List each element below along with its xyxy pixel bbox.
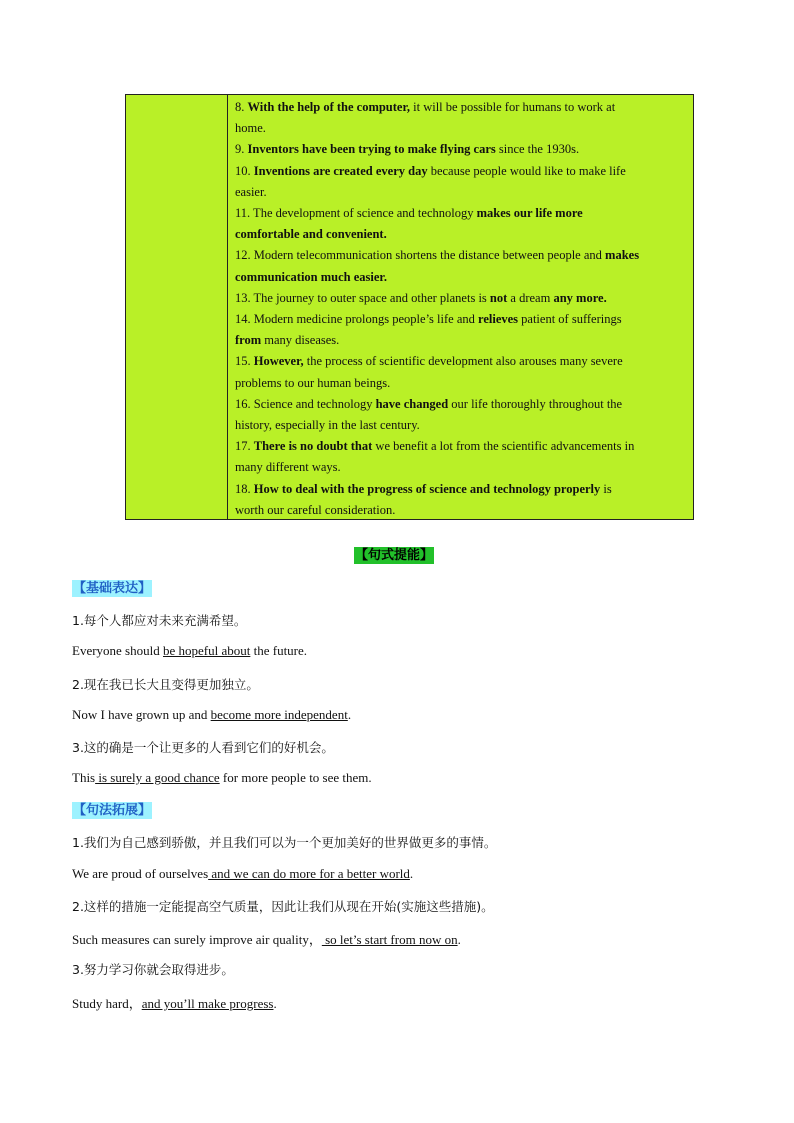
key-phrase: any more. [553,290,607,305]
key-phrase: How to deal with the progress of science and technology properly [253,481,601,496]
sentence-item-11 [235,203,687,245]
sentence-item-14 [235,309,687,351]
sentence-text: it will be possible for humans to work at [410,100,616,114]
sentence-text: 14. Modern medicine prolongs people’s life and [235,312,478,327]
sentence-text: 13. The journey to outer space and other planets is [235,290,490,305]
key-phrase: have changed [375,396,449,411]
sentence-text: patient of sufferings [518,312,622,327]
sentence-line [235,394,687,415]
sentence-line [235,203,687,224]
expand-item-2-en [72,929,461,948]
sentence-text: many diseases. [261,333,340,348]
expand-item-1-answer: and we can do more for a better world [208,866,410,881]
basic-item-1-zh: 1.每个人都应对未来充满希望。 [72,613,247,628]
key-phrase: relieves [478,312,519,327]
basic-item-3-zh: 3.这的确是一个让更多的人看到它们的好机会。 [72,740,334,755]
expand-item-1-en-before: We are proud of ourselves [72,866,209,881]
sentence-text: the process of scientific development also arouses many severe [303,354,623,369]
sentence-text: our life thoroughly throughout the [448,396,623,411]
sentence-item-13 [235,288,687,309]
sentence-text: 18. [235,481,254,496]
expand-item-2-en-after: . [457,932,461,947]
expand-item-2-zh: 2.这样的措施一定能提高空气质量，因此让我们从现在开始(实施这些措施)。 [72,899,494,914]
basic-item-1-en-after: the future. [250,643,308,658]
basic-item-2-en-before: Now I have grown up and [72,707,211,722]
sentence-item-9 [235,139,687,160]
sentence-text: home. [235,121,266,136]
sentence-line [235,267,687,288]
sentence-item-10 [235,161,687,203]
sentence-text: 16. Science and technology [235,396,376,411]
sentence-text: 15. [235,354,254,369]
key-phrase: communication much easier. [235,269,387,284]
basic-item-3-answer: is surely a good chance [95,770,220,785]
expand-item-1-en [72,866,413,882]
sentence-text: we benefit a lot from the scientific advancements in [372,439,635,454]
key-phrase: With the help of the computer, [247,100,410,114]
basic-item-1-en [72,643,307,659]
sentence-text: history, especially in the last century. [235,418,420,433]
key-phrase: not [489,290,508,305]
sentence-line [235,479,687,500]
sentence-text: 9. [235,142,248,157]
sentence-line [235,288,687,309]
key-phrase: Inventions are created every day [253,163,428,178]
basic-item-3-en-after: for more people to see them. [219,770,372,785]
basic-item-2-en [72,707,351,723]
sentence-line [235,373,687,394]
sentence-line [235,139,687,160]
sentence-text: a dream [507,290,554,305]
sentence-line [235,118,687,139]
sentence-text: worth our careful consideration. [235,502,396,517]
key-phrase: There is no doubt that [253,439,373,454]
sentence-text: many different ways. [235,460,341,475]
sentence-item-16 [235,394,687,436]
sentence-line [235,351,687,372]
key-phrase: makes [605,248,640,263]
sentence-line [235,457,687,478]
sentence-text: since the 1930s. [495,142,580,157]
section-title: 【句式提能】 [355,548,434,563]
basic-item-2-answer: become more independent [210,707,348,722]
sentence-text: 12. Modern telecommunication shortens the distance between people and [235,248,606,263]
sentence-text: 8. [235,100,248,114]
sentence-line [235,182,687,203]
sentence-item-8 [235,97,687,139]
sentence-text: 11. The development of science and technology [235,206,477,221]
expand-item-3-zh: 3.努力学习你就会取得进步。 [72,962,234,977]
basic-item-3-en-before: This [72,770,96,785]
expand-item-2-answer: so let’s start from now on [321,932,458,947]
key-phrase: However, [253,354,304,369]
table-right-cell [228,95,693,519]
table-left-cell [126,95,228,519]
sentence-line [235,330,687,351]
sentence-line [235,436,687,457]
key-phrase: makes our life more [476,206,583,221]
sentence-text: easier. [235,184,267,199]
key-phrase: from [235,333,262,348]
sentence-text: problems to our human beings. [235,375,391,390]
basic-item-2-en-after: . [347,707,352,722]
expand-item-2-en-before: Such measures can surely improve air quality， [72,932,322,947]
expand-item-3-en-before: Study hard， [72,996,142,1011]
sentence-text: 10. [235,163,254,178]
basic-item-1-en-before: Everyone should [72,643,163,658]
expand-item-3-en-after: . [273,996,277,1011]
sentence-table [125,94,694,520]
sentence-line [235,245,687,266]
key-phrase: comfortable and convenient. [235,227,387,242]
basic-item-3-en [72,770,372,786]
basic-item-2-zh: 2.现在我已长大且变得更加独立。 [72,677,259,692]
expand-item-3-en [72,993,277,1012]
sentence-line [235,97,687,118]
syntax-expansion-label: 【句法拓展】 [73,803,152,818]
sentence-item-12 [235,245,687,287]
sentence-item-15 [235,351,687,393]
sentence-line [235,415,687,436]
sentence-item-17 [235,436,687,478]
sentence-line [235,224,687,245]
sentence-line [235,161,687,182]
sentence-text: 17. [235,439,254,454]
expand-item-1-zh: 1.我们为自己感到骄傲，并且我们可以为一个更加美好的世界做更多的事情。 [72,835,497,850]
key-phrase: Inventors have been trying to make flying cars [247,142,496,157]
sentence-text: because people would like to make life [427,163,626,178]
basic-expression-label: 【基础表达】 [73,581,152,596]
sentence-text: is [600,481,612,496]
sentence-item-18 [235,479,687,521]
sentence-line [235,309,687,330]
expand-item-3-answer: and you’ll make progress [141,996,274,1011]
expand-item-1-en-after: . [409,866,414,881]
basic-item-1-answer: be hopeful about [162,643,251,658]
sentence-line [235,500,687,521]
